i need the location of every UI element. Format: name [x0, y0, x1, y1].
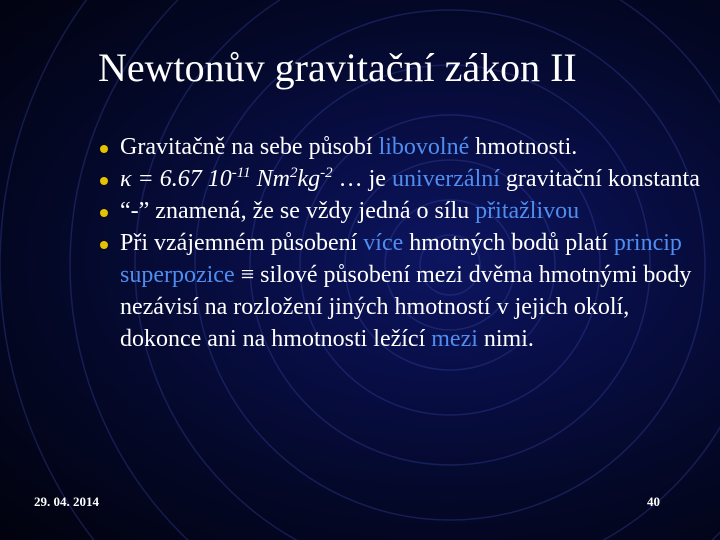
bullet-item: [100, 227, 700, 355]
bullet-dot-icon: [100, 145, 108, 153]
bullet-item: [100, 163, 700, 195]
formula-text: = 6.67 10: [131, 166, 232, 192]
formula-unit: kg: [297, 166, 321, 192]
highlight-word: princip superpozice: [120, 230, 682, 288]
bullet-text: “-” znamená, že se vždy jedná o sílu: [120, 198, 476, 224]
highlight-word: libovolné: [378, 134, 470, 160]
bullet-text: nimi.: [477, 326, 534, 352]
bullet-dot-icon: [100, 177, 108, 185]
formula-exponent: -2: [320, 165, 333, 181]
bullet-dot-icon: [100, 209, 108, 217]
bullet-text: hmotných bodů platí: [403, 230, 614, 256]
bullet-item: [100, 131, 700, 163]
bullet-text: hmotnosti.: [469, 134, 578, 160]
bullet-dot-icon: [100, 241, 108, 249]
highlight-word: více: [363, 230, 404, 256]
slide-title: Newtonův gravitační zákon II: [98, 45, 577, 90]
highlight-word: mezi: [431, 326, 478, 352]
formula-exponent: -11: [231, 165, 251, 181]
formula-unit: Nm: [250, 166, 290, 192]
formula-exponent: 2: [289, 165, 298, 181]
highlight-word: přitažlivou: [475, 198, 580, 224]
bullet-item: [100, 195, 700, 227]
footer-date: 29. 04. 2014: [34, 494, 99, 509]
bullet-list: [100, 131, 700, 355]
highlight-word: univerzální: [391, 166, 500, 192]
bullet-text: … je: [332, 166, 392, 192]
bullet-text: Gravitačně na sebe působí: [120, 134, 379, 160]
bullet-text: ≡ silové působení mezi dvěma hmotnými body nezávisí na rozložení jiných hmotností v jejich okolí, dokonce ani na hmotnosti ležící: [120, 262, 692, 352]
page-number: 40: [647, 494, 660, 509]
bullet-text: Při vzájemném působení: [120, 230, 364, 256]
bullet-text: gravitační konstanta: [499, 166, 700, 192]
kappa-symbol: κ: [120, 166, 132, 192]
